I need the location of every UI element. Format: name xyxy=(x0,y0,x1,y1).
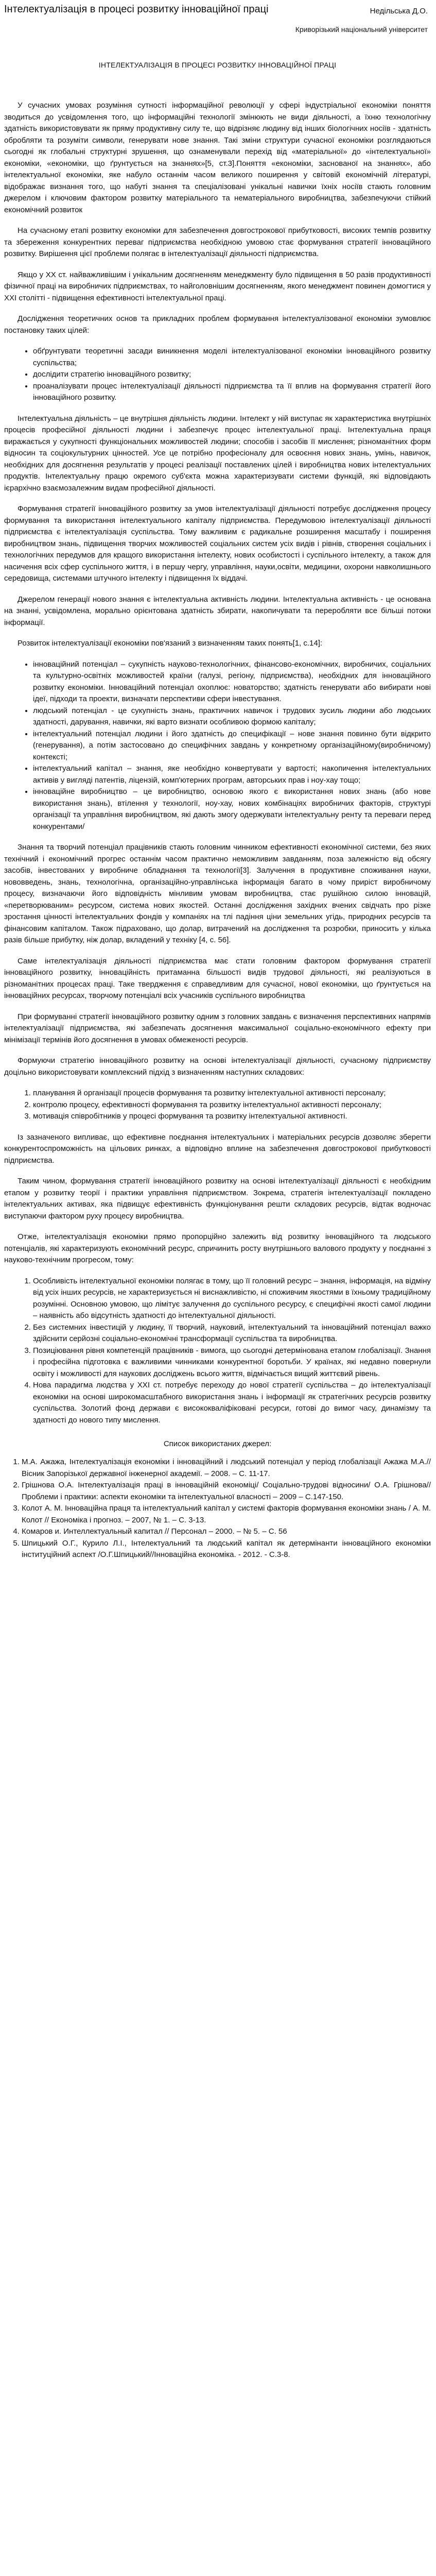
list-item: • інтелектуальний капітал – знання, яке необхідно конвертувати у вартості; накопичення інтелектуальних активів у вигляді патентів, ліцензій, комп'ютерних програм, авторських прав і ноу-хау тощо; xyxy=(33,763,431,786)
document-title: Інтелектуалізація в процесі розвитку інноваційної праці xyxy=(4,4,269,15)
paragraph-15: Отже, інтелектуалізація економіки прямо пропорційно залежить від розвитку інноваційного та людського потенціалів, які характеризують економічний ресурс, спричинить росту внутрішнього валового продукту у поєднанні з науково-технічним прогресом, тому: xyxy=(4,1232,431,1265)
list-item: 2. контролю процесу, ефективності формування та розвитку інтелектуальної активності персоналу; xyxy=(33,1099,431,1111)
paragraph-6: Формування стратегії інноваційного розвитку за умов інтелектуалізації діяльності потребує дослідження процесу формування та використання інтелектуального капіталу підприємства. Передумовою інтелектуалізації діяльності підприємства є інтелектуалізація суспільства. Тому важливим є радикальне розширення масштабу і поширення виробництвом знань, підвищення творчих можливостей соціальних систем усіх видів і рівнів, створення соціальних і технологічних передумов для кращого використання інтелекту, нових особистості і суспільного інтелекту, а також для насичення всіх сфер суспільного життя, і в першу чергу, управління, науки,освіти, медицини, охорони навколишнього середовища, системами штучного інтелекту і підвищення їх віддачі. xyxy=(4,504,431,583)
list-item: 3. Позиціювання рівня компетенцій працівників - вимога, що сьогодні детермінована етапом глобалізації. Знання і професійна підготовка є важливими чинниками конкурентної боротьби. У країнах, які недавно повернули освіту і можливості для наукових досліджень всього життя, відмічається вищий життєвий рівень. xyxy=(33,1345,431,1380)
list-item: • проаналізувати процес інтелектуалізації діяльності підприємства та її вплив на формування стратегії його інноваційного розвитку. xyxy=(33,381,431,404)
reference-item: 3. Колот А. М. Інноваційна праця та інтелектуальний капітал у системі факторів формування економіки знань / А. М. Колот // Економіка і прогноз. – 2007, № 1. – С. 3-13. xyxy=(22,1503,431,1526)
author-affiliation: Криворізький національний університет xyxy=(295,25,428,33)
reference-item: 5. Шпицький О.Г., Курило Л.І., Інтелектуальний та людський капітал як детермінанти інноваційного економіки інституційний аспект /О.Г.Шпицький//Інноваційна економіка. - 2012. - С.3-8. xyxy=(22,1538,431,1561)
list-item: • обґрунтувати теоретичні засади виникнення моделі інтелектуалізованої економіки інноваційного розвитку суспільства; xyxy=(33,346,431,369)
list-item: • інноваційне виробництво – це виробництво, основою якого є використання нових знань (або нове використання знань), втілення у технології, ноу-хау, нових комбінаціях виробничих факторів, структурі організації та управління виробництвом, які дають змогу одержувати інтелектуальну ренту та переваги перед конкурентами/ xyxy=(33,786,431,833)
author-name: Недільська Д.О. xyxy=(370,7,428,15)
reference-item: 1. М.А. Ажажа, Інтелектуалізація економіки і інноваційний і людський потенціал у період глобалізації Ажажа М.А.// Вісник Запорізької державної інженерної академії. – 2008. – С. 11-17. xyxy=(22,1456,431,1480)
list-item: 1. Особливість інтелектуальної економіки полягає в тому, що її головний ресурс – знання, інформація, на відміну від усіх інших ресурсів, не характеризується ні виснажливістю, ні споживчим якостями в їхньому традиційному розумінні. Основною умовою, що лімітує залучення до суспільного ресурсу, є специфічні якості самої людини – наявність або відсутність здатності до інтелектуальної діяльності. xyxy=(33,1276,431,1322)
list-item: 3. мотивація співробітників у процесі формування та розвитку інтелектуальної активності. xyxy=(33,1111,431,1123)
paragraph-5: Інтелектуальна діяльність – це внутрішня діяльність людини. Інтелект у ній виступає як характеристика внутрішніх процесів професійної діяльності людини і забезпечує процес інтелектуальної праці. Інтелектуальна праця виражається у сукупності функціональних можливостей людини; способів і засобів її мислення; різноманітних форм відносин та соціокультурних цінностей. Усе це потрібно професіоналу для освоєння нових знань, умінь, навичок, необхідних для досягнення результатів у процесі реалізації поставлених цілей і виробництва нових інтелектуальних продуктів. Інтелектуальну працю окремого суб'єкта можна характеризувати системи функцій, які відповідають ієрархічно взаємозалежним видам професійної діяльності. xyxy=(4,414,431,493)
reference-item: 4. Комаров и. Интеллектуальный капитал // Персонал – 2000. – № 5. – С. 56 xyxy=(22,1526,431,1538)
list-item: • інтелектуальний потенціал людини і його здатність до специфікації – нове знання повинно бути відкрито (генерування), а потім застосовано до специфічних завдань у конкретному організаційному(виробничому) контексті; xyxy=(33,728,431,764)
conclusions-list xyxy=(4,1276,431,1427)
references-title: Список використаних джерел: xyxy=(163,1439,272,1449)
list-item: 2. Без системних інвестицій у людину, її творчий, науковий, інтелектуальний та інноваційний потенціал важко здійснити серйозні соціально-економічні трансформації суспільства та виробництва. xyxy=(33,1322,431,1345)
list-item: • дослідити стратегію інноваційного розвитку; xyxy=(33,369,431,381)
list-item: 1. планування й організації процесів формування та розвитку інтелектуальної активності персоналу; xyxy=(33,1088,431,1099)
paragraph-12: Формуючи стратегію інноваційного розвитку на основі інтелектуалізації діяльності, сучасному підприємству доцільно використовувати комплексний підхід з визначенням наступних складових: xyxy=(4,1056,431,1077)
paragraph-11: При формуванні стратегії інноваційного розвитку одним з головних завдань є визначення перспективних напрямів інтелектуалізації підприємства, які забезпечать досягнення максимальної соціально-економічного ефекту при мінімізації термінів його досягнення в умовах обмеженості ресурсів. xyxy=(4,1012,431,1044)
document-header xyxy=(4,0,431,18)
list-item: • інноваційний потенціал – сукупність науково-технологічних, фінансово-економічних, виробничих, соціальних та культурно-освітніх можливостей країни (галузі, регіону, підприємства), необхідних для інноваційного розвитку економіки. Інноваційний потенціал охоплює: новаторство; здатність генерувати або вибирати нові ідеї, підходи та проекти, визначати перспективи сфери інвестування. xyxy=(33,659,431,705)
paragraph-13: Із зазначеного випливає, що ефективне поєднання інтелектуальних і матеріальних ресурсів дозволяє зберегти конкурентоспроможність на цільових ринках, а відповідно вплине на забезпечення довгострокової прибутковості підприємства. xyxy=(4,1132,431,1165)
definitions-list xyxy=(4,659,431,833)
paragraph-3: Якщо у ХХ ст. найважливішим і унікальним досягненням менеджменту було підвищення в 50 разів продуктивності фізичної праці на виробничих підприємствах, то найголовнішим досягненням, якого менеджмент повинен домогтися у ХХІ столітті - підвищення ефективності інтелектуальної праці. xyxy=(4,270,431,302)
paragraph-7: Джерелом генерації нового знання є інтелектуальна активність людини. Інтелектуальна активність - це основана на знанні, усвідомлена, морально орієнтована здатність збирати, накопичувати та переробляти все більші потоки інформації. xyxy=(4,595,431,627)
paragraph-10: Саме інтелектуалізація діяльності підприємства має стати головним фактором формування стратегії інноваційного розвитку, інноваційність притаманна більшості видів трудової діяльності, які реалізуються в різноманітних процесах праці. Таке твердження є справедливим для сучасної, нової економіки, що ґрунтується на інноваційних ресурсах, творчому потенціалі всіх учасників суспільного виробництва xyxy=(4,956,431,1001)
article-heading: ІНТЕЛЕКТУАЛІЗАЦІЯ В ПРОЦЕСІ РОЗВИТКУ ІННОВАЦІЙНОЇ ПРАЦІ xyxy=(98,61,337,70)
list-item: 4. Нова парадигма людства у ХХІ ст. потребує переходу до нової стратегії суспільства – до інтелектуалізації економіки на основі широкомасштабного використання знань і інформації як стратегічних ресурсів розвитку суспільства. Золотий фонд держави є висококваліфіковані ресурси, готові до вимог часу, динамізму та здатності до нового типу мислення. xyxy=(33,1380,431,1426)
references-list xyxy=(4,1456,431,1561)
goals-list xyxy=(4,346,431,404)
paragraph-9: Знання та творчий потенціал працівників стають головним чинником ефективності економічної системи, без яких технічний і економічний прогрес останнім часом практично неможливим завданням, поза залежністю від обсягу засобів, інвестованих у виробниче обладнання та технології[3]. Залучення в продуктивне споживання науки, нововведень, знань, технологічна, організаційно-управлінська інформація багато в чому приріст виробничому процесу, визначаючи його відповідність мінливим умовам виробництва, стає рушійною силою інновацій, «перетворюваним» ресурсом, система нових якостей. Останні дослідження західних вчених свідчать про різке зростання цінності інтелектуальних фондів у компаніях на тлі падіння ціни земельних угідь, природних ресурсів та фінансовим капіталом. Також підраховано, що долар, витрачений на дослідження та розробки, приносить у кілька разів більше прибутку, ніж долар, вкладений у техніку [4, с. 56]. xyxy=(4,843,431,945)
reference-item: 2. Грішнова О.А. Інтелектуалізація праці в інноваційній економіці/ Соціально-трудові відносини/ О.А. Грішнова// Проблеми і практики: аспекти економіки та інтелектуальної власності – 2009 – С.147-150. xyxy=(22,1480,431,1503)
paragraph-4: Дослідження теоретичних основ та прикладних проблем формування інтелектуалізованої економіки зумовлює постановку таких цілей: xyxy=(4,314,431,335)
list-item: • людський потенціал - це сукупність знань, практичних навичок і трудових зусиль людини або людських здатності, дарування, навички, які варто визнати особливою формою капіталу; xyxy=(33,705,431,728)
paragraph-2: На сучасному етапі розвитку економіки для забезпечення довгострокової прибутковості, високих темпів розвитку та збереження конкурентних переваг підприємства необхідною умовою стає формування стратегії інноваційного розвитку. Вирішення цієї проблеми полягає в інтелектуалізації діяльності підприємства. xyxy=(4,226,431,259)
paragraph-1: У сучасних умовах розуміння сутності інформаційної революції у сфері індустріальної економіки поняття зводиться до усвідомлення того, що інформаційні технології змінюють не види діяльності, а їхню технологічну здатність використовувати як пряму продуктивну силу те, що відрізняє людину від інших біологічних носіїв - здатність обробляти та розуміти символи, генерувати нове знання. Такі зміни структури сучасної економіки розглядаються сьогодні як глобальні структурні зрушення, що ознаменували перехід від «матеріальної» до «інтелектуальної» економіки, «економіки, що ґрунтується на знаннях»[5, ст.3].Поняття «економіки, заснованої на знаннях», або інтелектуальної економіки, яке набуло останнім часом великого поширення у світовій економічній літературі, відображає визнання того, що набуті знання та спеціалізовані унікальні навички їхніх носіїв стають головним джерелом і ключовим фактором розвитку матеріального та нематеріального виробництва, забезпечуючи стійкий економічний розвиток xyxy=(4,101,431,214)
components-list xyxy=(4,1088,431,1123)
paragraph-8: Розвиток інтелектуалізації економіки пов'язаний з визначенням таких понять[1, с.14]: xyxy=(18,639,323,648)
paragraph-14: Таким чином, формування стратегії інноваційного розвитку на основі інтелектуалізації діяльності є необхідним етапом у розвитку теорії і практики управління підприємством. Зокрема, стратегія інтелектуалізації покладено інтелектуальних активах, яка підвищує ефективність функціонування решти складових ресурсів, відтак водночас виступаючи фактором руху процесу виробництва. xyxy=(4,1177,431,1221)
